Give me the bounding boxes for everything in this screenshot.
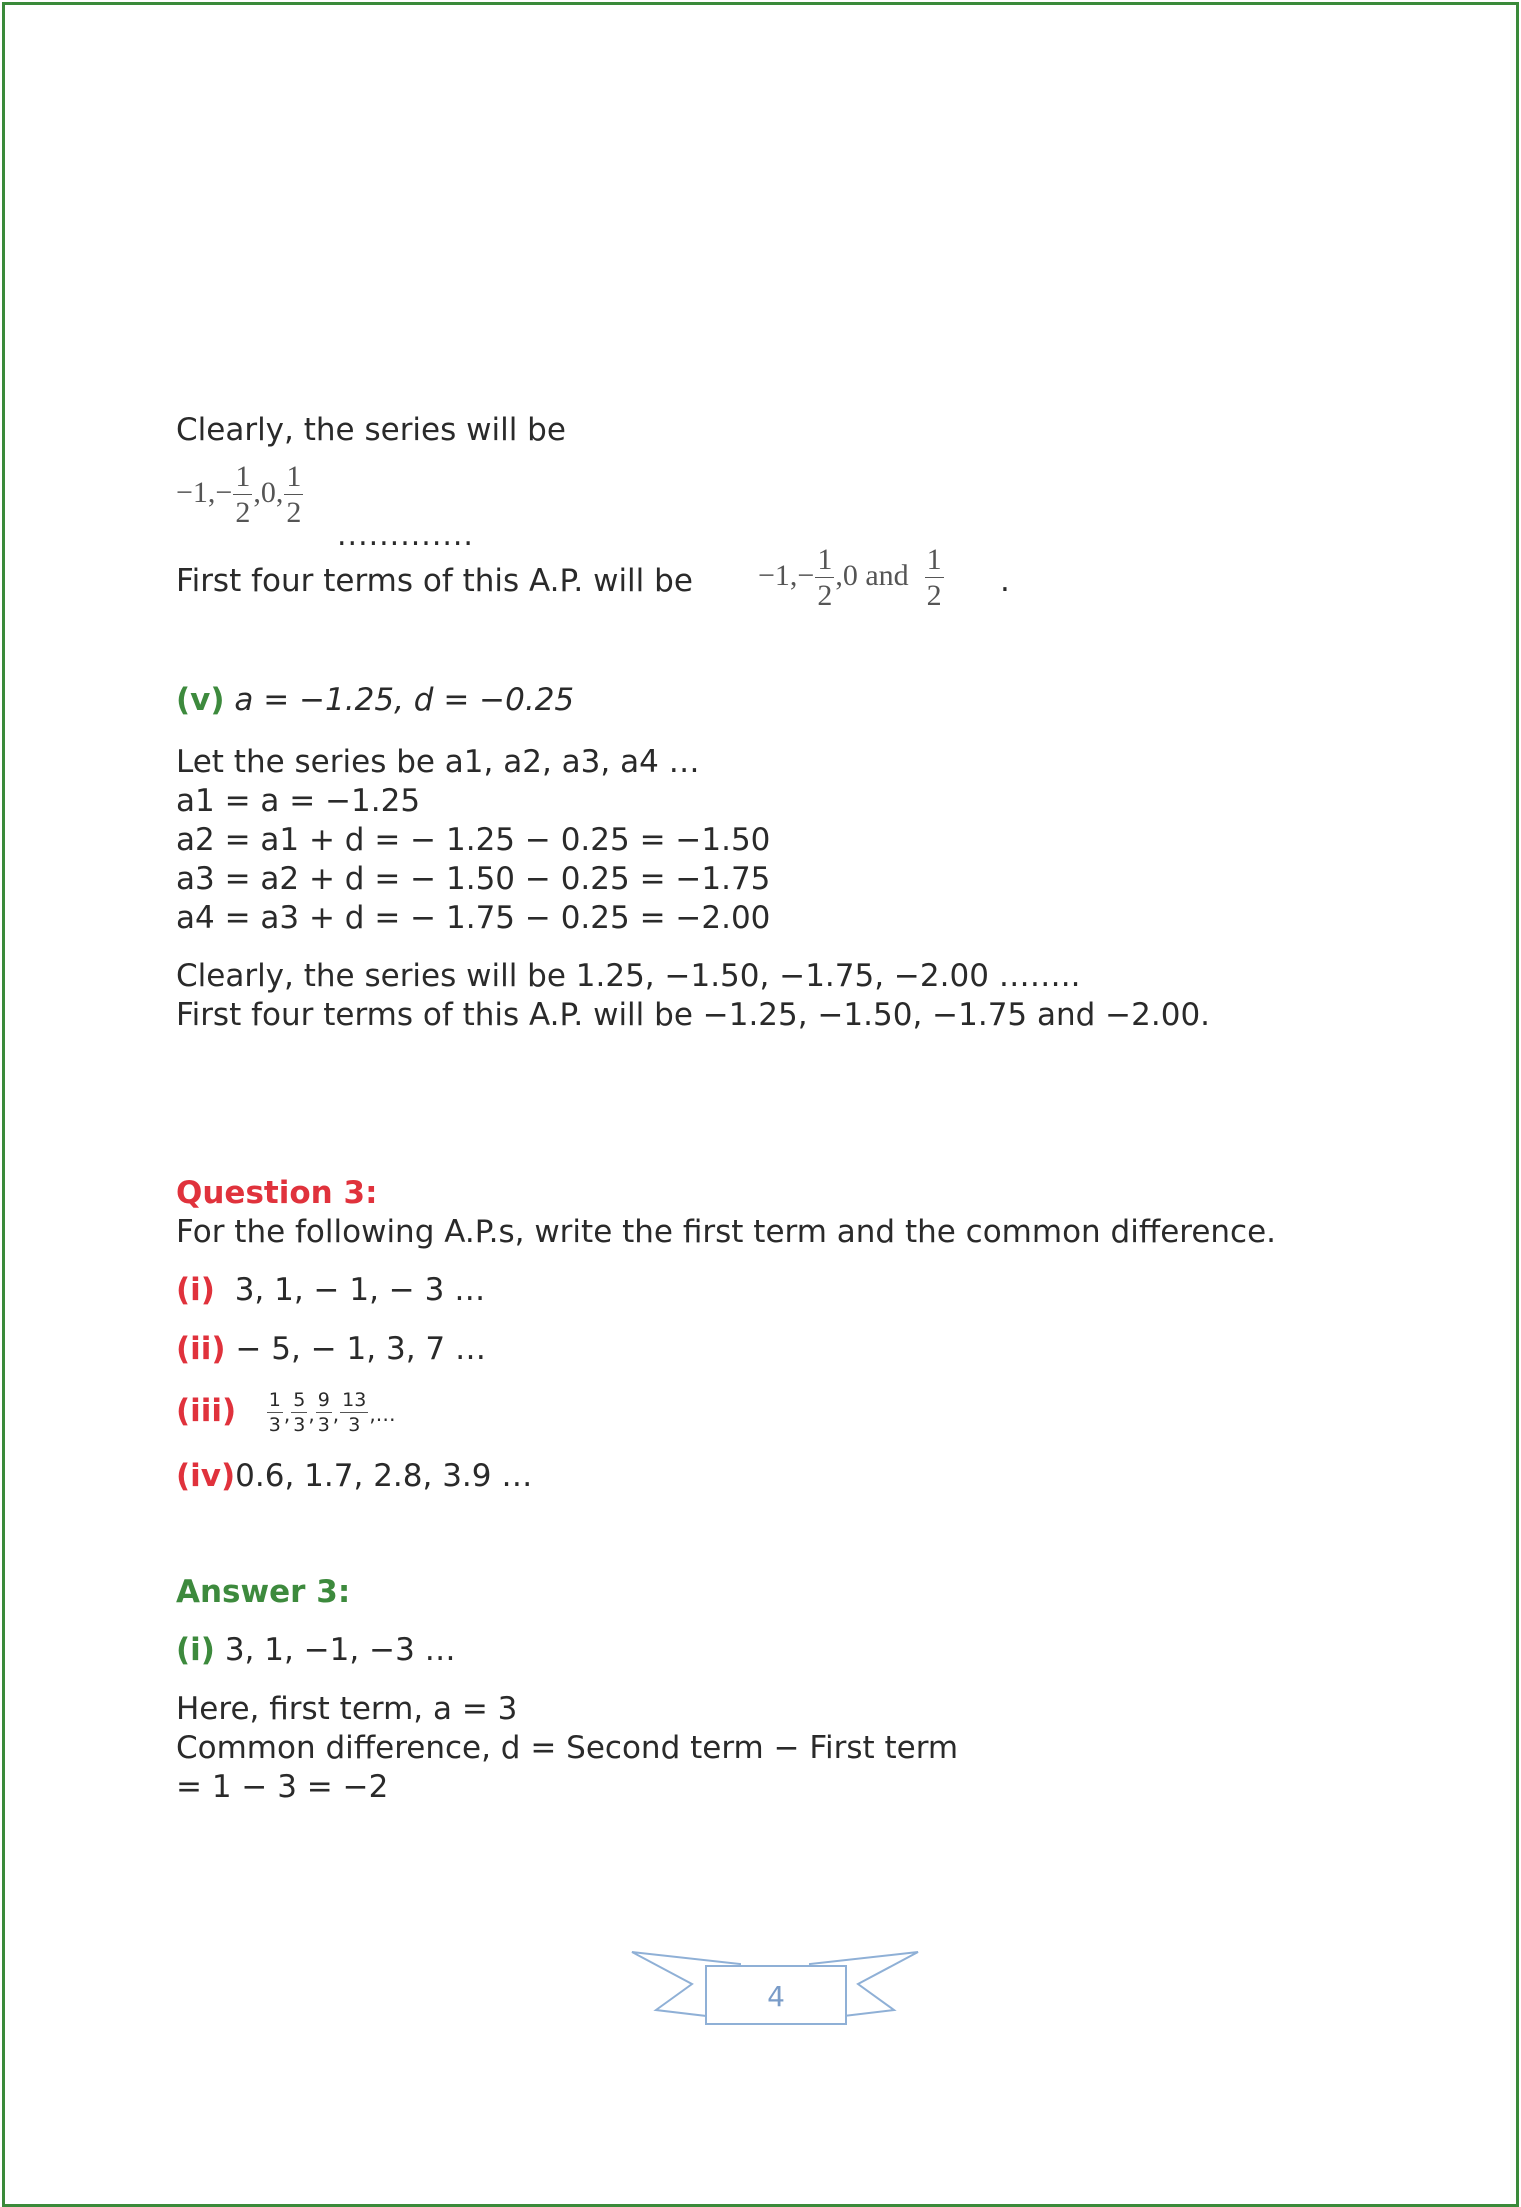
- period: .: [1000, 563, 1010, 599]
- series-ellipsis: .............: [337, 518, 474, 553]
- term-3: ,0,: [253, 475, 284, 509]
- minus-sign: −: [215, 475, 233, 509]
- answer-item-label: (i): [176, 1632, 215, 1668]
- part-v-given: a = −1.25, d = −0.25: [234, 682, 575, 718]
- item-label: (iii): [176, 1393, 237, 1429]
- answer-item: [176, 1630, 456, 1670]
- fraction-half: $\frac{1}{2}$: [817, 543, 833, 612]
- item-text: 3, 1, − 1, − 3 …: [234, 1272, 486, 1308]
- series-math: [176, 462, 304, 528]
- item-label: (iv): [176, 1458, 236, 1494]
- fraction: $\frac{13}{3}$: [342, 1388, 367, 1436]
- answer-3-heading: Answer 3:: [176, 1574, 351, 1610]
- term-1: −1,: [758, 558, 798, 592]
- first-four-terms: First four terms of this A.P. will be −1.25, −1.50, −1.75 and −2.00.: [176, 997, 1211, 1033]
- fraction: $\frac{1}{3}$: [268, 1388, 281, 1436]
- fraction-half: $\frac{1}{2}$: [286, 460, 302, 529]
- item-label: (i): [176, 1272, 215, 1308]
- term-1: −1,: [176, 475, 216, 509]
- page-number-banner: [630, 1948, 920, 2030]
- fraction: $\frac{5}{3}$: [293, 1388, 306, 1436]
- fraction-half: $\frac{1}{2}$: [235, 460, 251, 529]
- item-tail: ,…: [369, 1402, 396, 1426]
- question-3-text: For the following A.P.s, write the first term and the common difference.: [176, 1214, 1277, 1250]
- term-line-2: a2 = a1 + d = − 1.25 − 0.25 = −1.50: [176, 822, 771, 858]
- item-text: − 5, − 1, 3, 7 …: [235, 1331, 486, 1367]
- term-3: ,0 and: [835, 558, 909, 592]
- first-term-line: Here, first term, a = 3: [176, 1691, 518, 1727]
- fraction-half: $\frac{1}{2}$: [926, 543, 942, 612]
- let-series: Let the series be a1, a2, a3, a4 …: [176, 744, 700, 780]
- minus-sign: −: [797, 558, 815, 592]
- part-v-label: (v): [176, 682, 225, 718]
- question-item: [176, 1456, 532, 1496]
- part-v-heading: [176, 680, 574, 720]
- answer-item-text: 3, 1, −1, −3 …: [224, 1632, 456, 1668]
- term-line-3: a3 = a2 + d = − 1.50 − 0.25 = −1.75: [176, 861, 771, 897]
- page-number: 4: [767, 1980, 785, 2013]
- question-item: [176, 1329, 486, 1369]
- item-text: 0.6, 1.7, 2.8, 3.9 …: [235, 1458, 533, 1494]
- difference-result-line: = 1 − 3 = −2: [176, 1769, 389, 1805]
- common-difference-line: Common difference, d = Second term − First term: [176, 1730, 959, 1766]
- term-line-4: a4 = a3 + d = − 1.75 − 0.25 = −2.00: [176, 900, 771, 936]
- question-item: [176, 1270, 485, 1310]
- fraction: $\frac{9}{3}$: [317, 1388, 330, 1436]
- first-four-math: [758, 545, 945, 611]
- page-border: [2, 2, 1519, 2207]
- series-statement: Clearly, the series will be: [176, 412, 566, 448]
- term-line-1: a1 = a = −1.25: [176, 783, 421, 819]
- question-3-heading: Question 3:: [176, 1175, 378, 1211]
- question-item: (iii) $\frac{1}{3}$ , $\frac{5}{3}$ , $\frac{9}{3}$ , $\frac{13}{3}$ ,…: [176, 1388, 396, 1436]
- first-four-label: First four terms of this A.P. will be: [176, 563, 693, 599]
- clearly-series: Clearly, the series will be 1.25, −1.50, −1.75, −2.00 ……..: [176, 958, 1081, 994]
- item-label: (ii): [176, 1331, 226, 1367]
